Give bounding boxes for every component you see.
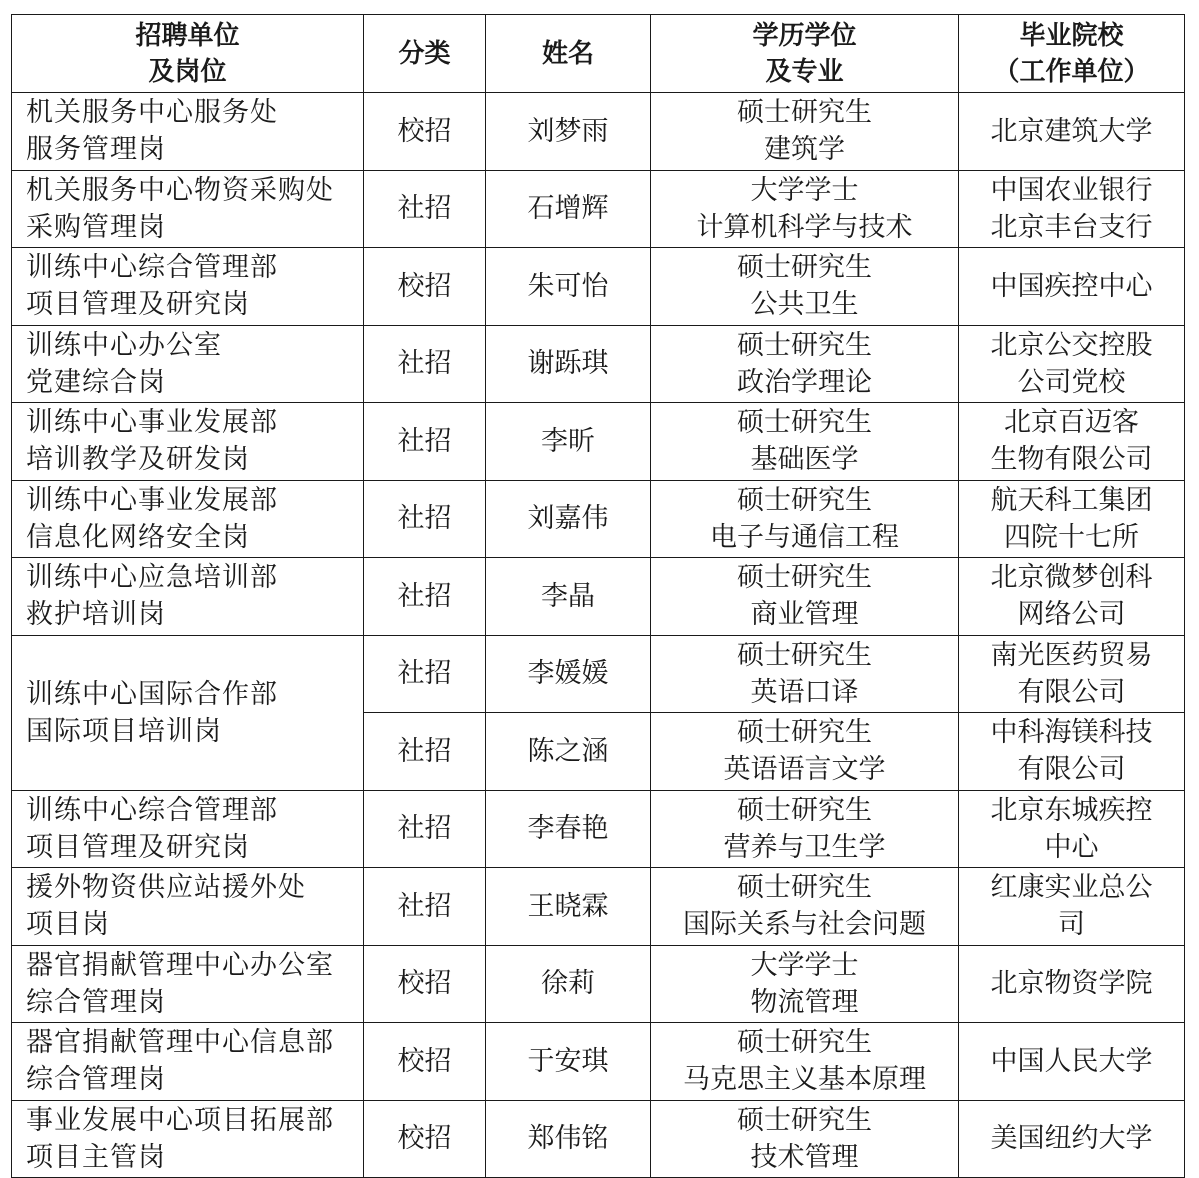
cell-name: 于安琪 [486,1023,651,1101]
cell-school: 北京公交控股 公司党校 [959,325,1185,403]
table-row [12,945,1185,1023]
cell-category: 校招 [364,93,486,171]
recruitment-table [11,14,1185,1178]
table-row [12,170,1185,248]
table-row [12,1023,1185,1101]
cell-category: 社招 [364,325,486,403]
cell-unit: 训练中心事业发展部 信息化网络安全岗 [12,480,364,558]
cell-education: 硕士研究生 建筑学 [651,93,959,171]
table-row [12,325,1185,403]
cell-education: 硕士研究生 英语语言文学 [651,713,959,791]
cell-unit: 机关服务中心物资采购处 采购管理岗 [12,170,364,248]
table-row [12,790,1185,868]
header-name: 姓名 [486,15,651,93]
cell-name: 李媛媛 [486,635,651,713]
cell-education: 硕士研究生 马克思主义基本原理 [651,1023,959,1101]
cell-unit: 机关服务中心服务处 服务管理岗 [12,93,364,171]
cell-unit: 训练中心综合管理部 项目管理及研究岗 [12,248,364,326]
table-body [12,93,1185,1178]
cell-unit: 器官捐献管理中心信息部 综合管理岗 [12,1023,364,1101]
table-row [12,868,1185,946]
cell-unit: 事业发展中心项目拓展部 项目主管岗 [12,1100,364,1178]
cell-category: 社招 [364,790,486,868]
cell-school: 北京建筑大学 [959,93,1185,171]
header-unit: 招聘单位 及岗位 [12,15,364,93]
cell-name: 王晓霖 [486,868,651,946]
cell-category: 社招 [364,635,486,713]
cell-school: 中科海镁科技 有限公司 [959,713,1185,791]
cell-category: 社招 [364,480,486,558]
cell-education: 硕士研究生 英语口译 [651,635,959,713]
cell-category: 社招 [364,713,486,791]
cell-unit: 训练中心事业发展部 培训教学及研发岗 [12,403,364,481]
cell-unit: 训练中心综合管理部 项目管理及研究岗 [12,790,364,868]
cell-school: 美国纽约大学 [959,1100,1185,1178]
cell-name: 李昕 [486,403,651,481]
cell-name: 朱可怡 [486,248,651,326]
cell-education: 大学学士 计算机科学与技术 [651,170,959,248]
cell-education: 大学学士 物流管理 [651,945,959,1023]
cell-name: 刘梦雨 [486,93,651,171]
cell-unit: 器官捐献管理中心办公室 综合管理岗 [12,945,364,1023]
cell-school: 红康实业总公 司 [959,868,1185,946]
cell-education: 硕士研究生 基础医学 [651,403,959,481]
cell-unit: 训练中心国际合作部 国际项目培训岗 [12,635,364,790]
table-header-row [12,15,1185,93]
cell-education: 硕士研究生 技术管理 [651,1100,959,1178]
header-education: 学历学位 及专业 [651,15,959,93]
cell-school: 中国疾控中心 [959,248,1185,326]
table-row [12,558,1185,636]
cell-education: 硕士研究生 商业管理 [651,558,959,636]
cell-school: 北京东城疾控 中心 [959,790,1185,868]
cell-unit: 援外物资供应站援外处 项目岗 [12,868,364,946]
cell-name: 谢跞琪 [486,325,651,403]
cell-school: 北京物资学院 [959,945,1185,1023]
header-category: 分类 [364,15,486,93]
header-school: 毕业院校 （工作单位） [959,15,1185,93]
cell-name: 陈之涵 [486,713,651,791]
table-row [12,248,1185,326]
cell-school: 中国人民大学 [959,1023,1185,1101]
table-row [12,480,1185,558]
cell-school: 航天科工集团 四院十七所 [959,480,1185,558]
cell-unit: 训练中心应急培训部 救护培训岗 [12,558,364,636]
cell-school: 北京百迈客 生物有限公司 [959,403,1185,481]
cell-name: 郑伟铭 [486,1100,651,1178]
cell-category: 校招 [364,945,486,1023]
cell-education: 硕士研究生 电子与通信工程 [651,480,959,558]
table-row [12,403,1185,481]
cell-name: 李春艳 [486,790,651,868]
table-row [12,1100,1185,1178]
cell-name: 徐莉 [486,945,651,1023]
cell-name: 石增辉 [486,170,651,248]
cell-category: 社招 [364,868,486,946]
cell-name: 李晶 [486,558,651,636]
cell-education: 硕士研究生 政治学理论 [651,325,959,403]
cell-category: 社招 [364,558,486,636]
cell-category: 社招 [364,403,486,481]
cell-education: 硕士研究生 国际关系与社会问题 [651,868,959,946]
cell-name: 刘嘉伟 [486,480,651,558]
cell-education: 硕士研究生 营养与卫生学 [651,790,959,868]
table-row [12,93,1185,171]
table-row [12,635,1185,713]
cell-category: 校招 [364,1100,486,1178]
cell-unit: 训练中心办公室 党建综合岗 [12,325,364,403]
cell-school: 北京微梦创科 网络公司 [959,558,1185,636]
recruitment-table-wrapper [11,14,1184,1174]
cell-school: 南光医药贸易 有限公司 [959,635,1185,713]
cell-education: 硕士研究生 公共卫生 [651,248,959,326]
cell-school: 中国农业银行 北京丰台支行 [959,170,1185,248]
cell-category: 校招 [364,1023,486,1101]
cell-category: 校招 [364,248,486,326]
cell-category: 社招 [364,170,486,248]
